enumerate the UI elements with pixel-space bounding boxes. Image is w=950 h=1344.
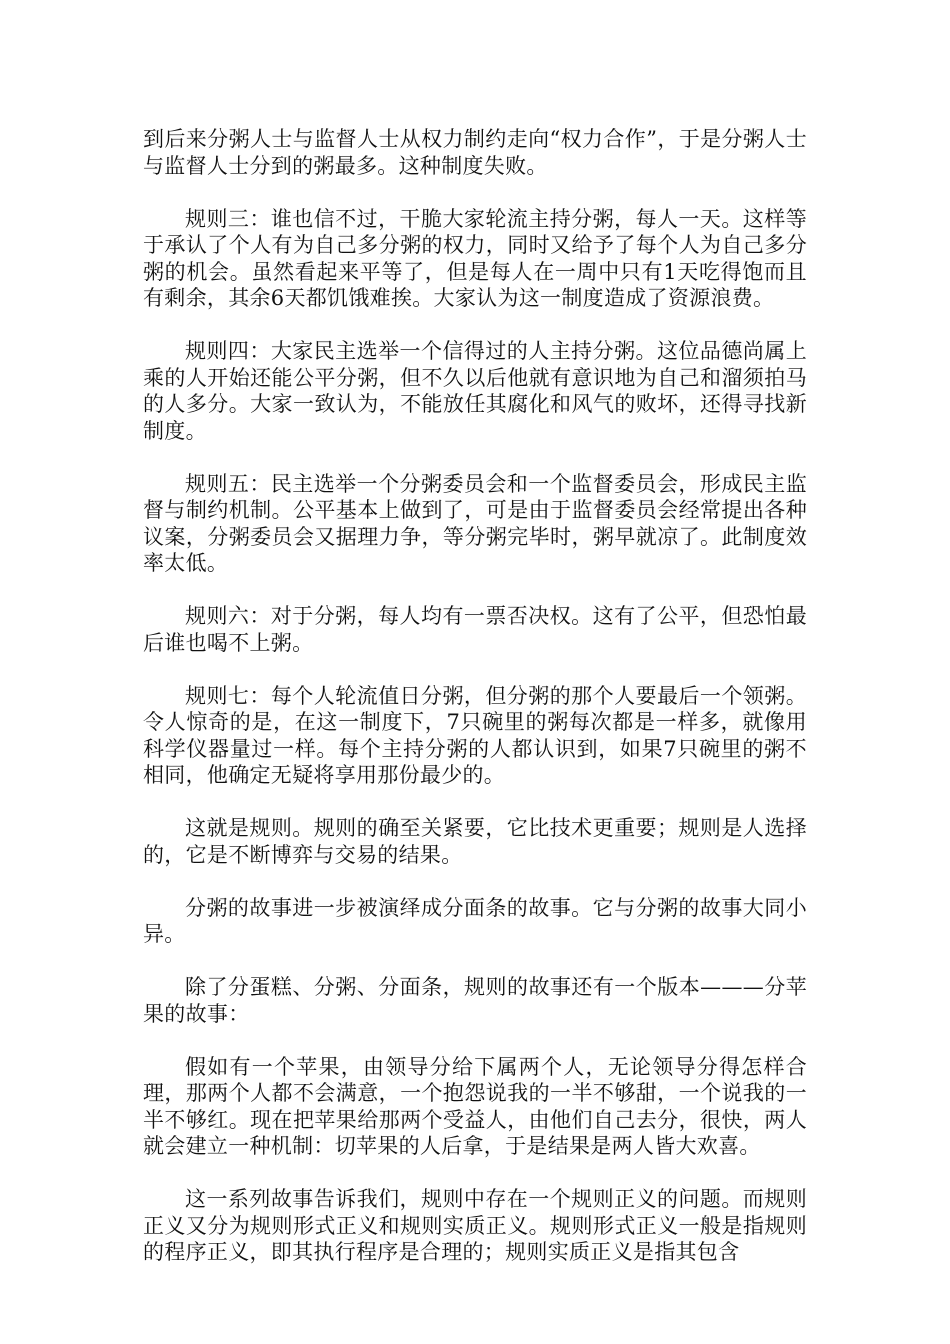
paragraph-rule-three: 规则三：谁也信不过，干脆大家轮流主持分粥，每人一天。这样等于承认了个人有为自己多分粥的权力，同时又给予了每个人为自己多分粥的机会。虽然看起来平等了，但是每人在一周中只有1天吃得饱而且有剩余，其余6天都饥饿难挨。大家认为这一制度造成了资源浪费。 [143, 206, 807, 310]
paragraph-rule-six: 规则六：对于分粥，每人均有一票否决权。这有了公平，但恐怕最后谁也喝不上粥。 [143, 604, 807, 655]
paragraph-rule-four: 规则四：大家民主选举一个信得过的人主持分粥。这位品德尚属上乘的人开始还能公平分粥，但不久以后他就有意识地为自己和溜须拍马的人多分。大家一致认为，不能放任其腐化和风气的败坏，还得寻找新制度。 [143, 339, 807, 443]
paragraph-rule-justice: 这一系列故事告诉我们，规则中存在一个规则正义的问题。而规则正义又分为规则形式正义和规则实质正义。规则形式正义一般是指规则的程序正义，即其执行程序是合理的；规则实质正义是指其包含 [143, 1187, 807, 1264]
paragraph-rule-five: 规则五：民主选举一个分粥委员会和一个监督委员会，形成民主监督与制约机制。公平基本上做到了，可是由于监督委员会经常提出各种议案，分粥委员会又据理力争，等分粥完毕时，粥早就凉了。此制度效率太低。 [143, 471, 807, 575]
paragraph-continuation: 到后来分粥人士与监督人士从权力制约走向“权力合作”，于是分粥人士与监督人士分到的粥最多。这种制度失败。 [143, 127, 807, 178]
document-body [143, 126, 807, 1292]
paragraph-rule-seven: 规则七：每个人轮流值日分粥，但分粥的那个人要最后一个领粥。令人惊奇的是，在这一制度下，7只碗里的粥每次都是一样多，就像用科学仪器量过一样。每个主持分粥的人都认识到，如果7只碗里的粥不相同，他确定无疑将享用那份最少的。 [143, 683, 807, 787]
paragraph-rules-matter: 这就是规则。规则的确至关紧要，它比技术更重要；规则是人选择的，它是不断博弈与交易的结果。 [143, 816, 807, 867]
paragraph-apple-intro: 除了分蛋糕、分粥、分面条，规则的故事还有一个版本———分苹果的故事： [143, 975, 807, 1026]
paragraph-noodle-story: 分粥的故事进一步被演绎成分面条的故事。它与分粥的故事大同小异。 [143, 895, 807, 946]
paragraph-apple-story: 假如有一个苹果，由领导分给下属两个人，无论领导分得怎样合理，那两个人都不会满意，一个抱怨说我的一半不够甜，一个说我的一半不够红。现在把苹果给那两个受益人，由他们自己去分，很快，两人就会建立一种机制：切苹果的人后拿，于是结果是两人皆大欢喜。 [143, 1054, 807, 1158]
